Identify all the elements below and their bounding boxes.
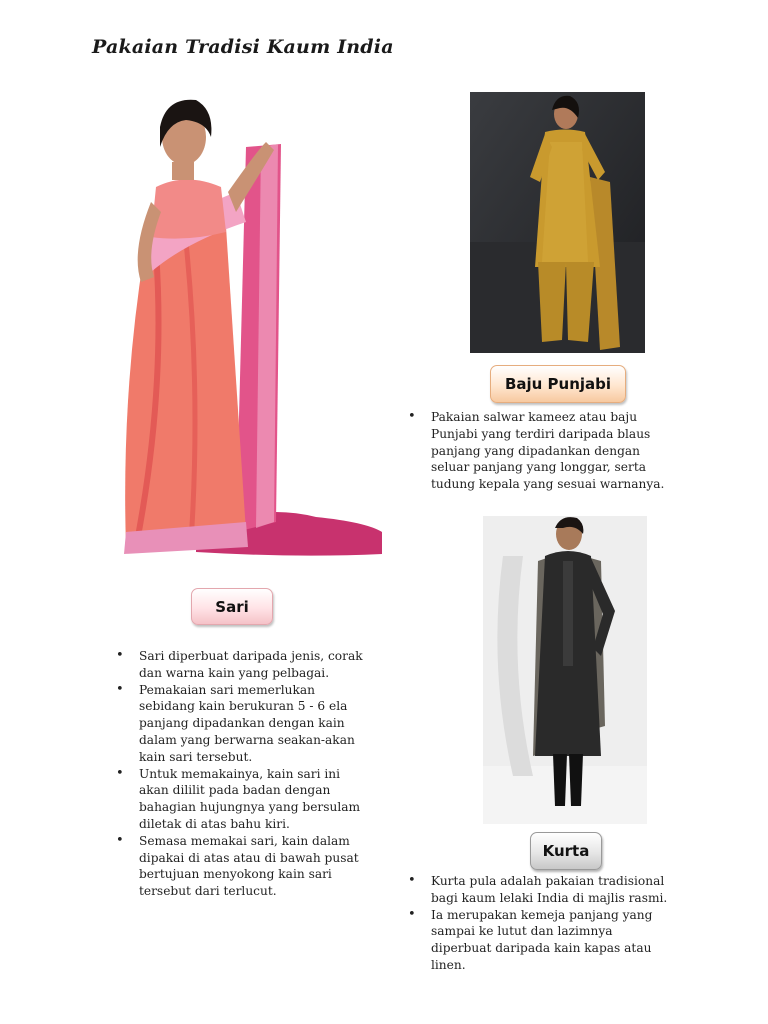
list-item: • Pakaian salwar kameez atau baju Punjabi yang terdiri daripada blaus panjang yang dipadankan dengan seluar panjang yang longgar, serta tudung kepala yang sesuai warnanya. (406, 409, 668, 493)
baju-punjabi-photo (470, 92, 645, 353)
list-item: • Sari diperbuat daripada jenis, corak dan warna kain yang pelbagai. (114, 648, 364, 682)
list-item: • Pemakaian sari memerlukan sebidang kain berukuran 5 - 6 ela panjang dipadankan dengan kain dalam yang berwarna seakan-akan kain sari tersebut. (114, 682, 364, 766)
baju-punjabi-label: Baju Punjabi (490, 365, 626, 403)
kurta-label: Kurta (530, 832, 602, 870)
list-item: • Ia merupakan kemeja panjang yang sampai ke lutut dan lazimnya diperbuat daripada kain kapas atau linen. (406, 907, 676, 974)
list-item: • Kurta pula adalah pakaian tradisional bagi kaum lelaki India di majlis rasmi. (406, 873, 676, 907)
kurta-photo (483, 516, 647, 824)
sari-label: Sari (191, 588, 273, 625)
list-item: • Untuk memakainya, kain sari ini akan dililit pada badan dengan bahagian hujungnya yang bersulam diletak di atas bahu kiri. (114, 766, 364, 833)
sari-description (114, 648, 364, 900)
list-item: • Semasa memakai sari, kain dalam dipakai di atas atau di bawah pusat bertujuan menyokong kain sari tersebut dari terlucut. (114, 833, 364, 900)
sari-photo (116, 92, 382, 556)
kurta-description (406, 873, 676, 974)
page-title: Pakaian Tradisi Kaum India (92, 36, 394, 58)
baju-punjabi-description (406, 409, 668, 493)
